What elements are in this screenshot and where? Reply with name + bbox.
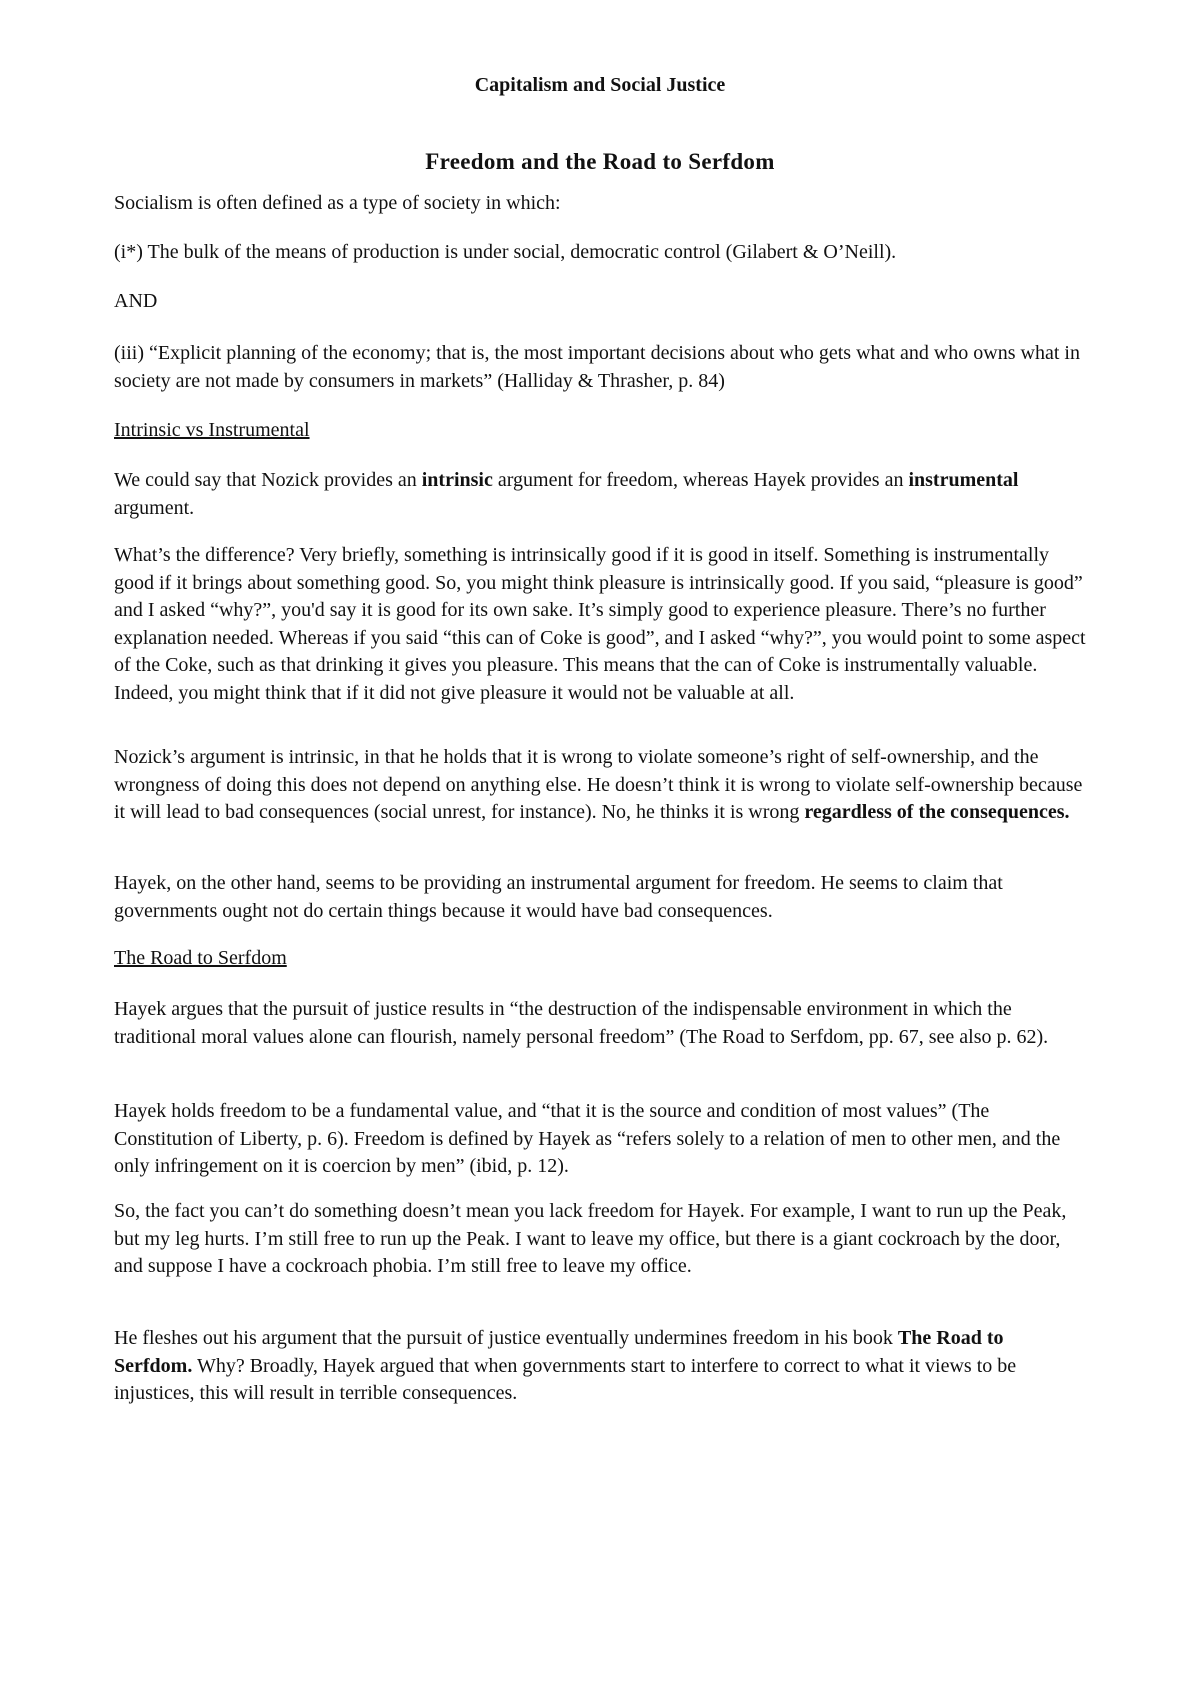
definition-point-iii: (iii) “Explicit planning of the economy; that is, the most important decisions about who gets what and who owns what in society are not made by consumers in markets” (Halliday & Thrasher, p. 84) <box>114 342 1080 392</box>
emphasis-intrinsic: intrinsic <box>421 469 493 491</box>
paragraph-difference: What’s the difference? Very briefly, something is intrinsically good if it is good in itself. Something is instrumentally good if it brings about something good. So, you might think pleasure is intrinsically good. If you said, “pleasure is good” and I asked “why?”, you'd say it is good for its own sake. It’s simply good to experience pleasure. There’s no further explanation needed. Whereas if you said “this can of Coke is good”, and I asked “why?”, you would point to some aspect of the Coke, such as that drinking it gives you pleasure. This means that the can of Coke is instrumentally valuable. Indeed, you might think that if it did not give pleasure it would not be valuable at all. <box>114 544 1086 704</box>
paragraph-fundamental-value: Hayek holds freedom to be a fundamental value, and “that it is the source and condition of most values” (The Constitution of Liberty, p. 6). Freedom is defined by Hayek as “refers solely to a relation of men to other men, and the only infringement on it is coercion by men” (ibid, p. 12). <box>114 1100 1061 1177</box>
emphasis-instrumental: instrumental <box>908 469 1019 491</box>
paragraph-text: argument. <box>114 496 195 519</box>
document-title: Capitalism and Social Justice <box>474 74 726 96</box>
section-heading-road-to-serfdom: The Road to Serfdom <box>114 947 287 969</box>
and-label: AND <box>114 290 158 312</box>
paragraph-text: We could say that Nozick provides an <box>114 469 422 491</box>
paragraph-pursuit-of-justice: Hayek argues that the pursuit of justice results in “the destruction of the indispensable environment in which the traditional moral values alone can flourish, namely personal freedom” (The Road to Serfdom, pp. 67, see also p. 62). <box>114 998 1049 1048</box>
definition-point-i: (i*) The bulk of the means of production is under social, democratic control (Gilabert & O’Neill). <box>114 241 897 263</box>
book-title-road-to-serfdom: The Road to Serfdom. <box>114 1327 1004 1377</box>
paragraph-text: He fleshes out his argument that the pursuit of justice eventually undermines freedom in his book <box>114 1327 898 1349</box>
paragraph-text: Nozick’s argument is intrinsic, in that he holds that it is wrong to violate someone’s right of self-ownership, and the wrongness of doing this does not depend on anything else. He doesn’t think it is wrong to violate self-ownership because it will lead to bad consequences (social unrest, for instance). No, he thinks it is wrong <box>114 746 1083 823</box>
paragraph-cant-do-something: So, the fact you can’t do something doesn’t mean you lack freedom for Hayek. For example, I want to run up the Peak, but my leg hurts. I’m still free to run up the Peak. I want to leave my office, but there is a giant cockroach by the door, and suppose I have a cockroach phobia. I’m still free to leave my office. <box>114 1200 1067 1277</box>
paragraph-intrinsic-instrumental <box>114 467 1086 522</box>
paragraph-fleshes-out-argument <box>114 1325 1086 1408</box>
section-heading-intrinsic-vs-instrumental: Intrinsic vs Instrumental <box>114 419 310 441</box>
emphasis-regardless-of-consequences: regardless of the consequences. <box>804 801 1070 823</box>
paragraph-text: argument for freedom, whereas Hayek provides an <box>492 469 909 491</box>
paragraph-nozick-argument <box>114 744 1086 827</box>
paragraph-hayek-instrumental: Hayek, on the other hand, seems to be providing an instrumental argument for freedom. He seems to claim that governments ought not do certain things because it would have bad consequences. <box>114 872 1003 922</box>
paragraph-text: Why? Broadly, Hayek argued that when governments start to interfere to correct to what it views to be injustices, this will result in terrible consequences. <box>114 1354 1017 1404</box>
intro-paragraph: Socialism is often defined as a type of society in which: <box>114 192 561 214</box>
document-subtitle: Freedom and the Road to Serfdom <box>425 149 775 174</box>
